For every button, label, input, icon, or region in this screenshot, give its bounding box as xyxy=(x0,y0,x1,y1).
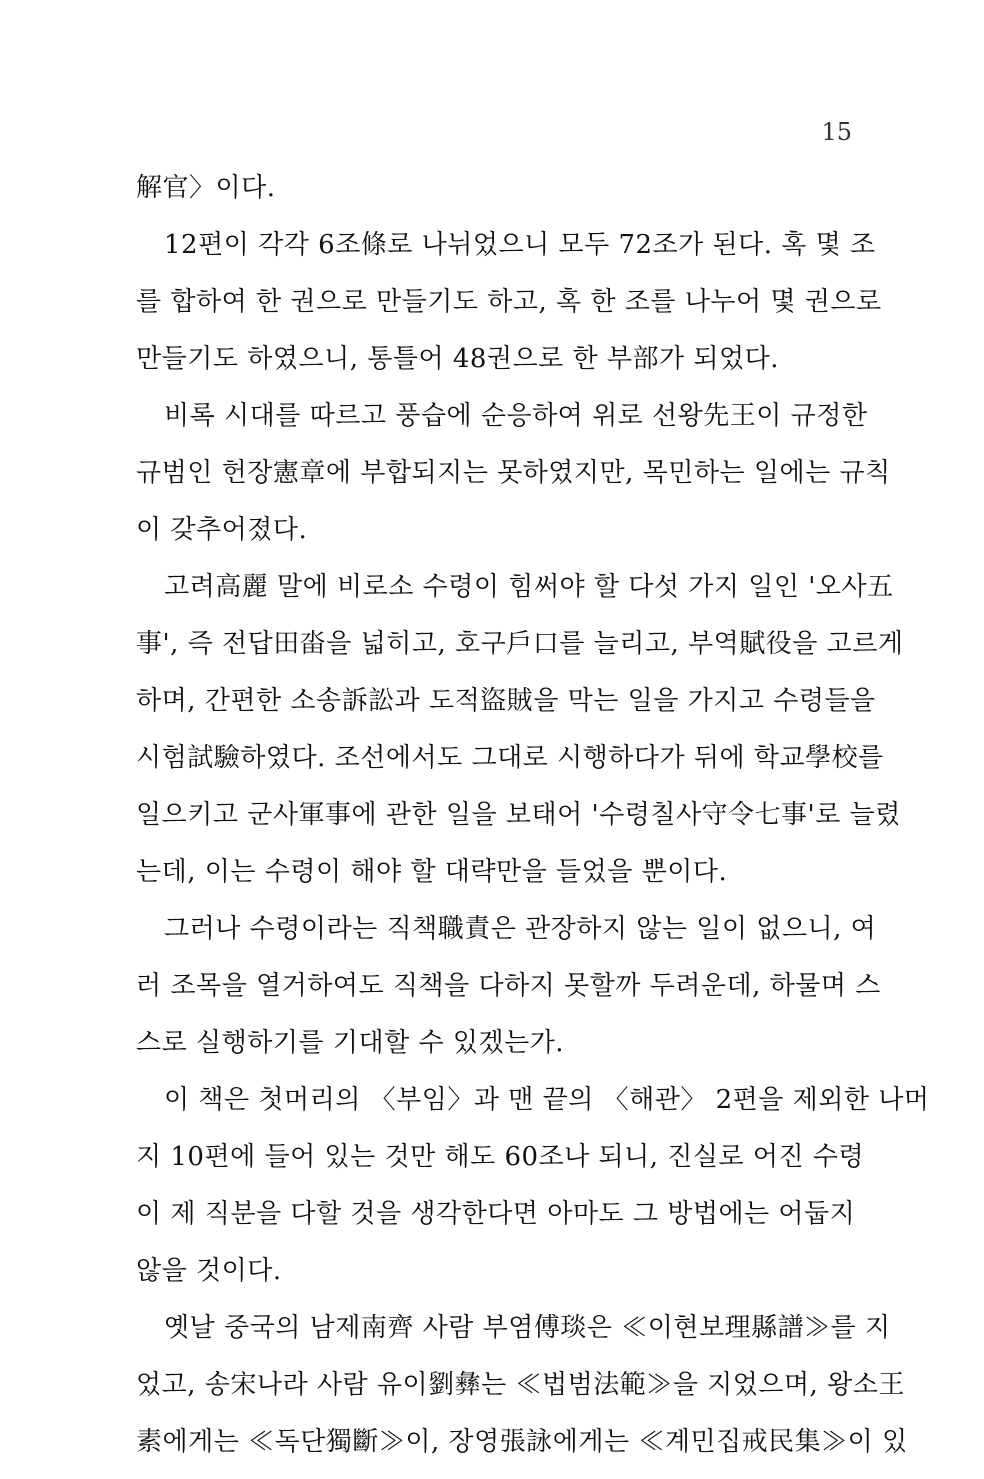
text-line: 일으키고 군사軍事에 관한 일을 보태어 '수령칠사守令七事'로 늘렸 xyxy=(136,800,901,830)
text-line: 이 책은 첫머리의 〈부임〉과 맨 끝의 〈해관〉 2편을 제외한 나머 xyxy=(164,1085,930,1115)
text-line: 비록 시대를 따르고 풍습에 순응하여 위로 선왕先王이 규정한 xyxy=(164,401,868,431)
text-line: 12편이 각각 6조條로 나뉘었으니 모두 72조가 된다. 혹 몇 조 xyxy=(164,230,876,260)
text-line: 그러나 수령이라는 직책職責은 관장하지 않는 일이 없으니, 여 xyxy=(164,914,877,944)
text-line: 지 10편에 들어 있는 것만 해도 60조나 되니, 진실로 어진 수령 xyxy=(136,1142,865,1172)
text-line: 고려高麗 말에 비로소 수령이 힘써야 할 다섯 가지 일인 '오사五 xyxy=(164,572,894,602)
text-line: 었고, 송宋나라 사람 유이劉彝는 ≪법범法範≫을 지었으며, 왕소王 xyxy=(136,1370,905,1400)
text-line: 만들기도 하였으니, 통틀어 48권으로 한 부部가 되었다. xyxy=(136,344,780,374)
text-line: 옛날 중국의 남제南齊 사람 부염傅琰은 ≪이현보理縣譜≫를 지 xyxy=(164,1313,891,1343)
text-line: 않을 것이다. xyxy=(136,1256,282,1286)
text-line: 시험試驗하였다. 조선에서도 그대로 시행하다가 뒤에 학교學校를 xyxy=(136,743,884,773)
text-line: 하며, 간편한 소송訴訟과 도적盜賊을 막는 일을 가지고 수령들을 xyxy=(136,686,876,716)
text-line: 解官〉이다. xyxy=(136,173,276,203)
text-line: 를 합하여 한 권으로 만들기도 하고, 혹 한 조를 나누어 몇 권으로 xyxy=(136,287,882,317)
text-line: 는데, 이는 수령이 해야 할 대략만을 들었을 뿐이다. xyxy=(136,857,728,887)
text-line: 스로 실행하기를 기대할 수 있겠는가. xyxy=(136,1028,565,1058)
page-number: 15 xyxy=(821,118,852,146)
body-text xyxy=(136,168,930,1479)
text-line: 러 조목을 열거하여도 직책을 다하지 못할까 두려운데, 하물며 스 xyxy=(136,971,881,1001)
text-line: 이 제 직분을 다할 것을 생각한다면 아마도 그 방법에는 어둡지 xyxy=(136,1199,856,1229)
text-line: 素에게는 ≪독단獨斷≫이, 장영張詠에게는 ≪계민집戒民集≫이 있 xyxy=(136,1427,908,1457)
text-line: 규범인 헌장憲章에 부합되지는 못하였지만, 목민하는 일에는 규칙 xyxy=(136,458,891,488)
text-line: 事', 즉 전답田畓을 넓히고, 호구戶口를 늘리고, 부역賦役을 고르게 xyxy=(136,629,904,659)
text-line: 이 갖추어졌다. xyxy=(136,515,308,545)
